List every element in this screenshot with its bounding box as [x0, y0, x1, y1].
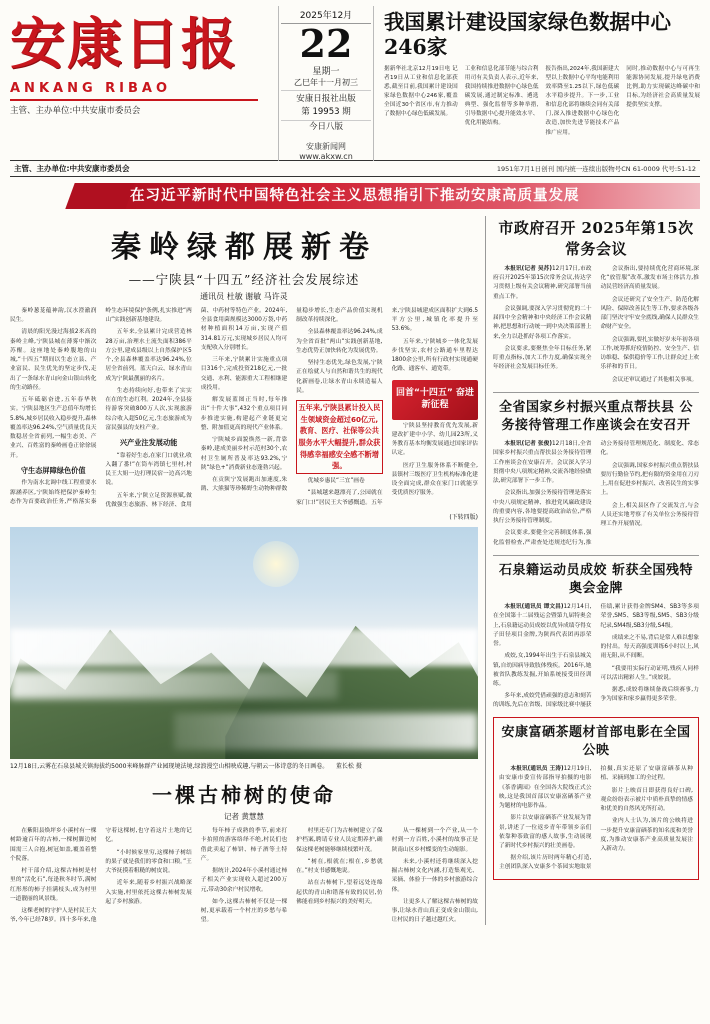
right-para: 影片上映首日即获得良好口碑,观众纷纷表示被片中质朴真挚的情感和优美的自然风光所打动。 — [600, 787, 693, 813]
right-article-1-title[interactable]: 市政府召开 2025年第15次常务会议 — [498, 219, 694, 258]
news-source: 安康新闻网 — [306, 141, 346, 151]
top-col-1: 据新华社北京12月19日电 记者19日从工业和信息化部获悉,截至目前,我国累计建设国家绿色数据中心246家,覆盖全国近30个省区市,有力推动了数据中心绿色低碳发展。 — [384, 66, 458, 118]
right-para-text: 12月18日,全省国家乡村振兴重点帮扶县公务接待管理工作座谈会在安康召开。会议深入学习贯彻中央八项规定精神,交流各地经验做法,研究部署下一步工作。 — [493, 441, 592, 485]
page-body — [10, 216, 700, 925]
right-para: 据悉,成姣将继续备战后续赛事,力争为国家和家乡赢得更多荣誉。 — [600, 687, 699, 703]
mid-para: “树在,根就在;根在,乡愁就在。”村支书感慨地说。 — [296, 858, 383, 875]
mid-para: 站在古柿树下,望着远处连绵起伏的青山和错落有致的民居,仿佛能看到乡村振兴的美好明天。 — [296, 880, 383, 905]
newspaper-pinyin: ANKANG RIBAO — [10, 81, 258, 101]
right-para — [493, 603, 592, 649]
lead-para: 优城乡惠民“三宜”画卷 — [307, 478, 365, 485]
continuation-note: (下转四版) — [449, 514, 478, 522]
lead-para: 五年来,宁陕城乡一体化发展步伐坚实,农村公路通车里程达1800余公里,所有行政村实现通硬化路、通客车、通宽带。 — [391, 338, 478, 373]
cloud-band-3 — [174, 713, 478, 750]
right-para: 成姣,女,1994年出生于石泉县城关镇,自幼因病导致肢体残疾。2016年,她被省队教练发掘,开始系统接受田径训练。 — [493, 653, 592, 688]
right-para: 成绩来之不易,背后是常人难以想象的付出。每天高强度训练6小时以上,风雨无阻,从不间断。 — [600, 634, 700, 660]
right-para: “我要用实际行动证明,残疾人同样可以活出精彩人生。”成姣说。 — [600, 665, 699, 681]
right-para-text: 12月17日,市政府召开2025年第15次常务会议,传达学习贯彻上级有关会议精神,研究部署当前重点工作。 — [493, 266, 592, 300]
lead-para: 医疗卫生服务体系不断健全,县镇村三级医疗卫生机构标准化建设全面完成,群众在家门口就能享受优质医疗服务。 — [391, 462, 478, 497]
lead-para: 宁陕县坚持教育优先发展,新建改扩建中小学、幼儿园23所,义务教育基本均衡发展通过国家评估认定。 — [391, 422, 478, 457]
lead-para: 作为南水北调中线工程重要水源涵养区,宁陕始终把保护秦岭生态作为首要政治任务,严格落实秦岭生态环境保护条例,扎实推进“两山”实践创新基地建设。 — [10, 308, 192, 505]
right-para-text: 12月19日,由安康市委宣传部指导拍摄的电影《茶香满园》在全国各大院线正式公映,这是我国首部以安康富硒茶产业为题材的电影作品。 — [499, 766, 592, 810]
lead-article-body — [10, 307, 478, 510]
banner-text: 在习近平新时代中国特色社会主义思想指引下推动安康高质量发展 — [130, 187, 580, 204]
cloud-band-2 — [10, 671, 338, 699]
right-article-3-title[interactable]: 石泉籍运动员成姣 斩获全国残特奥会金牌 — [498, 562, 694, 596]
dateline-1: 本报讯(记者 吴苏) — [504, 266, 553, 272]
lead-section-heading: 守生态屏障绿色价值 — [20, 465, 86, 475]
top-col-4: 同时,推动数据中心与可再生能源协同发展,提升绿电消费比例,助力实现碳达峰碳中和目标,为经济社会高质量发展提供坚实支撑。 — [626, 66, 700, 109]
mid-para: “小时候家里穷,这棵柿子树结的果子就是我们的零食和口粮。”王大爷抚摸着粗糙的树皮说。 — [105, 849, 192, 875]
date-block — [278, 6, 374, 161]
mid-para: 据统计,2024年小溪村通过柿子相关产业实现收入超过200万元,带动30余户村民增收。 — [200, 868, 288, 893]
right-para: 会议指出,加强公务接待管理是落实中央八项规定精神、推进党风廉政建设的重要内容,各地要提高政治站位,严格执行公务接待管理制度。 — [493, 490, 592, 525]
right-para: 会议要求,要健全完善制度体系,强化监督检查,严肃查处违规违纪行为,推动公务接待管理规范化、制度化、常态化。 — [493, 441, 699, 546]
lead-article-subtitle: ——宁陕县“十四五”经济社会发展综述 — [128, 272, 360, 287]
photo-caption-text: 12月18日,云雾在石泉县城关镇海拔约5000米峰脉群产业园现境法境,绿浪漫空山相映成趣,与朝云一体诗意的冬日画卷。 — [10, 763, 329, 771]
dateline-3: 本报讯(通讯员 谭文昌) — [504, 604, 564, 611]
lead-para: 宁陕城乡面貌焕然一新,背靠秦岭,建成美丽乡村示范村30个,农村卫生厕所普及率达93.2%,宁陕“绿色+”消费新业态蓬勃兴起。 — [200, 437, 288, 471]
right-para: 会议要求,要聚焦全年目标任务,紧盯重点指标,加大工作力度,确保实现全年经济社会发展目标任务。 — [493, 345, 592, 371]
masthead-lead-news — [380, 6, 700, 138]
lead-section-heading: 兴产业注发展动能 — [119, 438, 178, 448]
banner-accent-shape — [65, 183, 134, 209]
lead-para: 三年来,宁陕累计实施重点项目316个,完成投资218亿元,一批交通、水利、能源重大工程相继建成投用。 — [200, 357, 288, 391]
lead-para: 秦岭葱茏蕴神韵,汉水澄澈润民生。 — [10, 308, 97, 324]
right-column — [485, 216, 699, 925]
lead-para: “靠着好生态,在家门口就业,收入翻了番!”在筒车湾镇七里村,村民王大姐一边打理民宿一边高兴地说。 — [105, 452, 192, 487]
right-para: 会议强调,要扎实做好岁末年初各项工作,统筹抓好疫情防控、安全生产、信访维稳、保供稳价等工作,让群众过上欢乐祥和的节日。 — [600, 336, 700, 371]
date-lunar: 乙巳年十一月初三 — [281, 77, 371, 91]
masthead-footer-strip — [10, 160, 700, 177]
lead-para: 五年砥砺奋进,五年春华秋实。宁陕县地区生产总值年均增长5.8%,城乡居民收入稳步提升,森林覆盖率达96.24%,空气质量优良天数稳居全省前列,一幅生态美、产业兴、百姓富的秦岭画卷正徐徐展开。 — [10, 397, 97, 459]
right-article-3-body — [493, 603, 699, 711]
lead-section-heading-boxed: 五年来,宁陕县累计投入民生领域资金超过60亿元,教育、医疗、社保等公共服务水平大幅提升,群众获得感幸福感安全感不断增强。 — [296, 400, 382, 474]
lead-para: “县城越来越漂亮了,公园就在家门口!”居民王大爷感慨道。五年来,宁陕县城建成区面积扩大到6.5平方公里,城镇化率提升至53.6%。 — [296, 308, 478, 506]
photo-credit: 董长松 摄 — [335, 763, 362, 771]
lead-para: 全县森林覆盖率达96.24%,成为全省首批“两山”实践创新基地,生态优势正加快转化为发展优势。 — [296, 329, 383, 354]
right-para — [493, 265, 592, 302]
mid-para: 村里还专门为古柿树建立了保护档案,聘请专业人员定期养护,确保这棵老树能够继续枝繁叶茂。 — [296, 828, 383, 853]
mid-para: 未来,小溪村还将继续深入挖掘古柿树文化内涵,打造集观光、采摘、体验于一体的乡村旅游综合体。 — [391, 858, 478, 893]
page-count: 今日八版 — [281, 120, 371, 135]
redbox-title[interactable]: 安康富硒茶题材首部电影在全国公映 — [501, 724, 691, 758]
right-para — [499, 765, 592, 811]
lead-article-title[interactable]: 秦岭绿都展新卷 — [111, 230, 377, 265]
photo-block — [10, 527, 478, 771]
left-column — [10, 216, 478, 925]
mid-para: 每年柿子成熟的季节,前来打卡拍照的游客络绎不绝,村民们也借此卖起了柿饼、柿子酒等土特产。 — [200, 828, 288, 862]
right-para — [493, 440, 592, 486]
lead-para: 坚持生态优先,绿色发展,宁陕正在绘就人与自然和谐共生的现代化新画卷,让绿水青山永续造福人民。 — [296, 360, 383, 394]
top-headline-body — [384, 65, 700, 137]
landscape-photo — [10, 527, 478, 759]
dateline-2: 本报讯(记者 张俊) — [504, 441, 553, 448]
lead-para: 解发展蓝图正当时,每年推出“十件大事”,432个重点项目同步推进实施,构建起产业链更完整、附加值更高的现代产业体系。 — [200, 397, 288, 431]
top-col-2: 工业和信息化部节能与综合利用司有关负责人表示,近年来,我国持续推进数据中心绿色低碳发展,通过制定标准、遴选典型、强化监督等多种举措,引导数据中心提升能效水平、优化用能结构。 — [464, 66, 539, 127]
right-article-1-body — [493, 265, 699, 385]
right-para: 影片以安康富硒茶产业发展为背景,讲述了一位返乡青年带领乡亲们依靠种茶致富的感人故事,生动展现了新时代乡村振兴的壮美画卷。 — [499, 815, 592, 849]
top-headline[interactable]: 我国累计建设国家绿色数据中心246家 — [384, 10, 671, 59]
date-ymd: 2025年12月 — [281, 8, 371, 24]
newspaper-title: 安康日报 — [10, 11, 239, 76]
date-weekday: 星期一 — [312, 66, 340, 77]
sun-glow — [253, 541, 299, 587]
mid-para: 如今,这棵古柿树不仅是一棵树,更承载着一个村庄的乡愁与希望。 — [200, 898, 288, 924]
mid-article-body — [10, 827, 478, 925]
date-day: 22 — [299, 21, 353, 66]
mid-para: 在紫阳县焕坪乡小溪村有一棵树龄逾百年的古柿,一棵树脚边树围需三人合抱,树冠如盖,覆盖着整个院落。 — [10, 828, 97, 862]
cloud-band-1 — [10, 629, 478, 666]
theme-banner — [10, 183, 700, 209]
lead-para: 五年来,宁陕立足资源禀赋,做优做强生态旅游、林下经济、食用菌、中药材等特色产业。2024年,全县食用菌规模达3000万袋,中药材种植面积14万亩,实现产值314.81万元,实现城乡居民人均可支配收入分别增长。 — [105, 308, 288, 508]
right-para: 会议还研究了安全生产、防范化解风险、保障改善民生等工作,要求各级各部门坚决守牢安全底线,确保人民群众生命财产安全。 — [600, 296, 699, 331]
lead-para: 在贡陕宁发展跑出加速度,朱鹮、大熊猫等珍稀野生动物种群数量稳步增长,生态产品价值实现机制改革持续深化。 — [200, 308, 383, 493]
right-para: 业内人士认为,该片的公映将进一步提升安康富硒茶的知名度和美誉度,为推动安康茶产业高质量发展注入新动力。 — [600, 818, 693, 852]
highlighted-article-box — [493, 717, 699, 880]
divider-1 — [493, 392, 699, 393]
right-para: 会议强调,要深入学习贯彻党的二十届四中全会精神和中央经济工作会议精神,把思想和行动统一到中央决策部署上来,全力以赴抓好各项工作落实。 — [493, 305, 592, 340]
lead-para: 五年来,全县累计完成营造林28万亩,治理水土流失面积386平方公里,建成县级以上自然保护区5个,全县森林覆盖率达96.24%,位居全省前列。蓝天白云、绿水青山成为宁陕最靓丽的名片。 — [105, 329, 192, 382]
campaign-seal: 回首“十四五” 奋进新征程 — [392, 380, 478, 420]
right-article-2-body — [493, 440, 699, 548]
mid-article-title[interactable]: 一棵古柿树的使命 — [152, 783, 336, 808]
mid-article-byline: 记者 黄慧慧 — [224, 812, 264, 822]
right-para: 会上,相关县区作了交流发言,与会人员还实地考察了有关单位公务接待管理工作开展情况。 — [600, 502, 699, 528]
mid-para: 让更多人了解这棵古柿树的故事,让绿水青山真正变成金山银山,让村民的日子越过越红火。 — [391, 898, 478, 924]
mid-para: 这棵老树的守护人是村民王大爷,今年已经78岁。四十多年来,他守着这棵树,也守着这片土地的记忆。 — [10, 828, 192, 924]
right-para: 多年来,成姣凭借顽强的意志和刻苦的训练,先后在省级、国家级比赛中屡获佳绩,累计获得金牌SM4、SB3等多项荣誉,SM5、SB3等级,SM5、SB3分级纪录,SM4级,SB3分级,S4级。 — [493, 604, 699, 709]
license-info: 1951年7月1日创刊 国内统一连续出版物号CN 61-0009 代号:51-12 — [496, 165, 696, 173]
masthead — [10, 6, 700, 161]
right-para: 会议还审议通过了其他相关事项。 — [611, 376, 698, 383]
mid-para: 村干部介绍,这棵古柿树是村里的“活化石”,每逢秋冬时节,满树红彤彤的柿子挂满枝头,成为村里一道靓丽的风景线。 — [10, 868, 97, 902]
right-para: 会议强调,国家乡村振兴重点帮扶县要厉行勤俭节约,把有限的资金用在刀刃上,用在促进乡村振兴、改善民生的实事上。 — [600, 462, 700, 497]
publisher: 安康日报社出版 — [296, 93, 356, 104]
issue-number: 第 19953 期 — [301, 107, 351, 118]
photo-caption — [10, 762, 478, 771]
right-para: 会议指出,要持续优化营商环境,深化“放管服”改革,激发市场主体活力,推动民营经济高质量发展。 — [600, 266, 699, 291]
masthead-logo — [10, 6, 278, 118]
lead-article-byline: 通讯员 杜敏 谢敏 马许灵 — [200, 292, 288, 301]
lead-para: 清晨的阳光漫过海拔2米高的秦岭主峰,宁陕县城在薄雾中渐次苏醒。这座地处秦岭腹地的山城,“十四五”期间以生态立县、产业富民、民生优先的坚定步伐,走出了一条绿水青山向金山银山转化的生动路径。 — [10, 329, 97, 391]
right-para: 据介绍,该片历时两年精心打造,主创团队深入安康多个茶园实地取景拍摄,真实还原了安康富硒茶从种植、采摘到加工的全过程。 — [499, 766, 693, 871]
top-col-3: 报告指出,2024年,我国新建大型以上数据中心平均电能利用效率降至1.25以下,绿色低碳水平稳步提升。下一步,工业和信息化部将继续会同有关部门,深入推进数据中心绿色化改造,加快先进节能技术产品推广应用。 — [545, 66, 620, 136]
dateline-4: 本报讯(通讯员 王涛) — [510, 766, 564, 773]
mid-para: 从一棵树到一个产业,从一个村到一方百姓,小溪村的故事正是陕南山区乡村蝶变的生动缩影。 — [391, 828, 478, 853]
publisher-org: 主管、主办单位:中共安康市委员会 — [14, 164, 130, 173]
mid-para: 近年来,随着乡村振兴战略深入实施,村里依托这棵古柿树发展起了乡村旅游。 — [105, 880, 192, 905]
right-para-text: 12月14日,在全国第十二届残运会暨第九届特奥会上,石泉籍运动员成姣以优异成绩夺得女子田径项目金牌,为陕西代表团再添荣誉。 — [493, 604, 592, 648]
newspaper-sponsor: 主管、主办单位:中共安康市委员会 — [10, 106, 141, 116]
redbox-body — [499, 765, 693, 873]
divider-2 — [493, 555, 699, 556]
website-url[interactable]: www.akxw.cn — [299, 151, 353, 161]
lead-para: 生态持续向好,也带来了实实在在的生态红利。2024年,全县接待游客突破800万人次,实现旅游综合收入超50亿元,生态旅游成为富民强县的支柱产业。 — [105, 387, 192, 431]
right-article-2-title[interactable]: 全省国家乡村振兴重点帮扶县 公务接待管理工作座谈会在安召开 — [498, 399, 694, 433]
